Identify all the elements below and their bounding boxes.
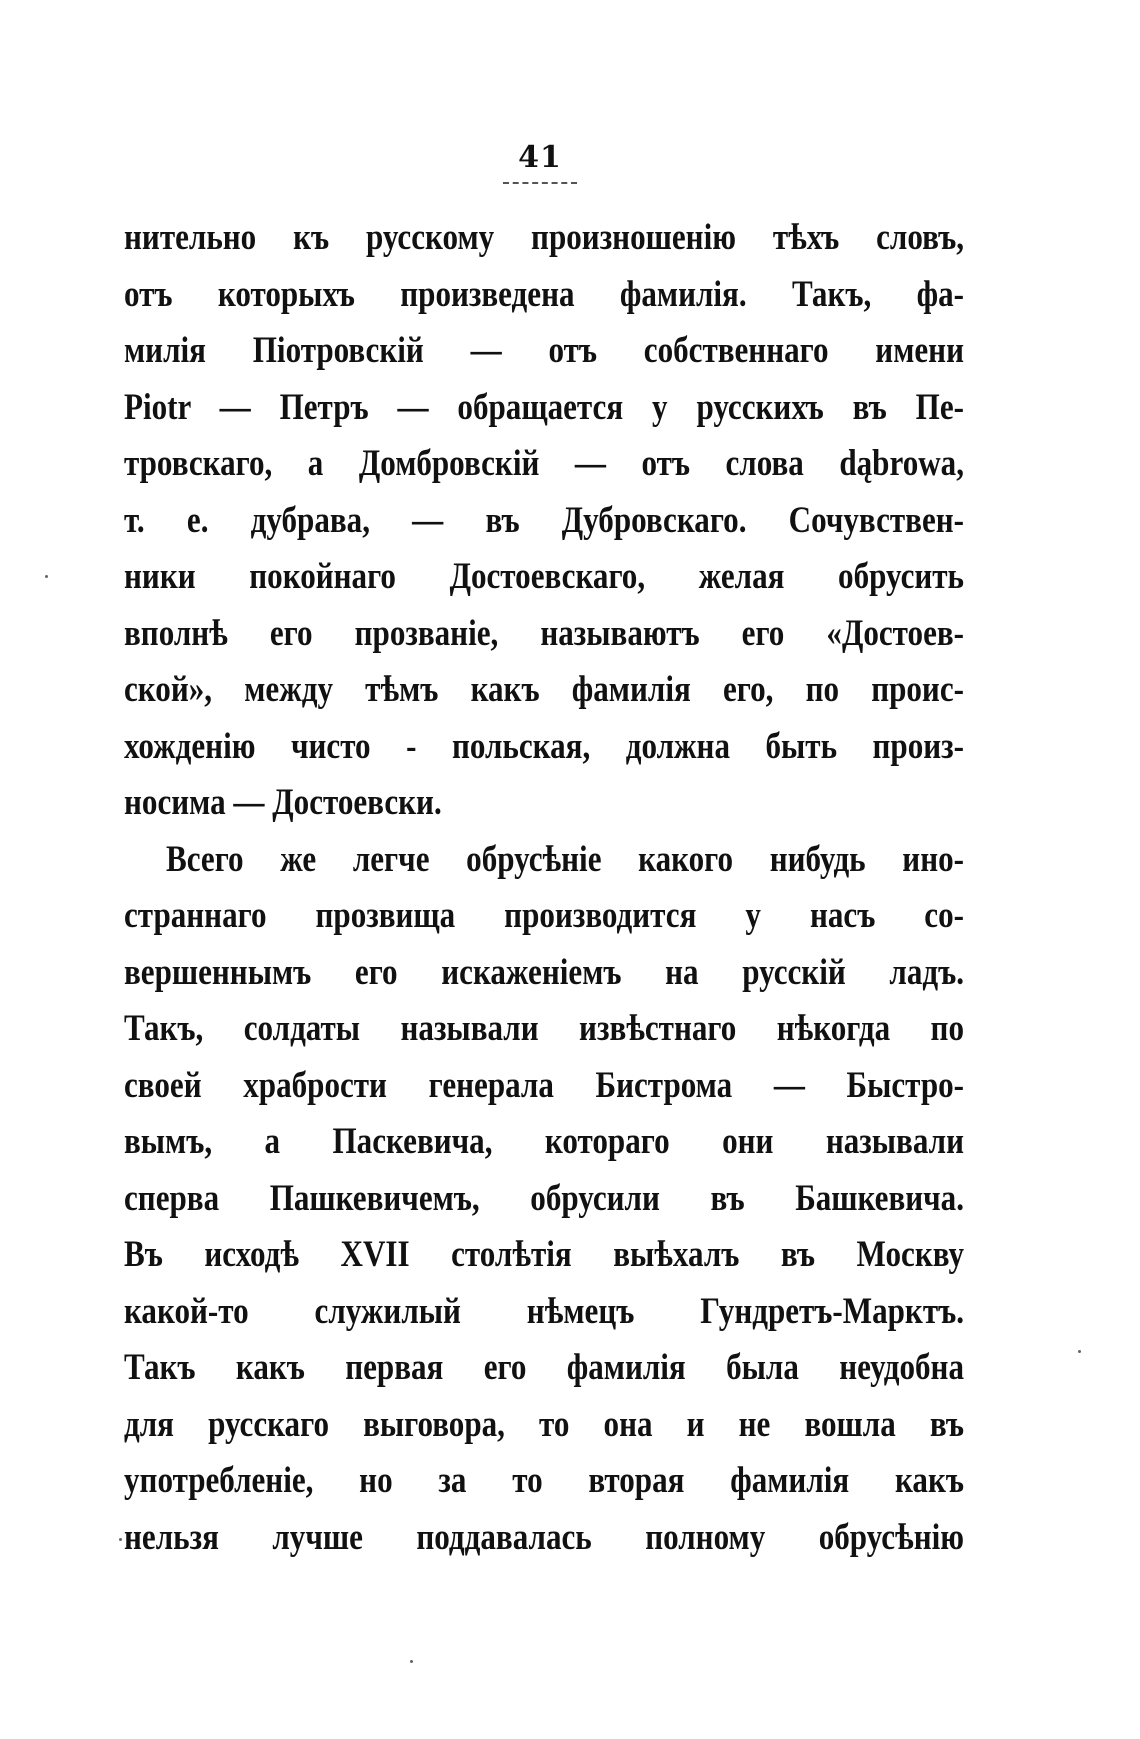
text-line: Такъ, солдаты называли извѣстнаго нѣкогда по <box>124 1008 964 1049</box>
text-line: страннаго прозвища производится у насъ со- <box>124 895 964 936</box>
text-line: носима — Достоевски. <box>124 782 442 823</box>
text-line: Такъ какъ первая его фамилія была неудобна <box>124 1347 964 1388</box>
text-line: вершеннымъ его искаженіемъ на русскій ладъ. <box>124 951 964 993</box>
paragraph-2 <box>124 832 964 1567</box>
body-text <box>124 210 964 1566</box>
text-line: какой-то служилый нѣмецъ Гундретъ-Марктъ. <box>124 1290 964 1332</box>
text-line: тровскаго, а Домбровскій — отъ слова dąbrowa, <box>124 443 964 484</box>
text-line: вполнѣ его прозваніе, называютъ его «Достоев- <box>124 612 964 654</box>
scan-speck <box>1078 1350 1081 1353</box>
text-line: ской», между тѣмъ какъ фамилія его, по проис- <box>124 669 964 710</box>
text-line: вымъ, а Паскевича, котораго они называли <box>124 1121 964 1162</box>
scan-speck <box>410 1660 413 1663</box>
text-line: Въ исходѣ XVII столѣтія выѣхалъ въ Москву <box>124 1234 964 1275</box>
text-line: милія Піотровскій — отъ собственнаго имени <box>124 330 964 371</box>
text-line: отъ которыхъ произведена фамилія. Такъ, фа- <box>124 273 964 315</box>
paragraph-1 <box>124 210 964 832</box>
text-line: нительно къ русскому произношенію тѣхъ словъ, <box>124 217 964 258</box>
text-line: ники покойнаго Достоевскаго, желая обрусить <box>124 556 964 597</box>
page-number: 41 <box>518 140 562 175</box>
text-line: нельзя лучше поддавалась полному обрусѣнію <box>124 1516 964 1558</box>
text-line: хожденію чисто - польская, должна быть произ- <box>124 725 964 767</box>
text-line: Всего же легче обрусѣніе какого нибудь ино- <box>166 838 964 880</box>
text-line: Piotr — Петръ — обращается у русскихъ въ Пе- <box>124 386 964 428</box>
text-line: сперва Пашкевичемъ, обрусили въ Башкевича. <box>124 1177 964 1219</box>
text-line: своей храбрости генерала Бистрома — Быстро- <box>124 1064 964 1106</box>
text-line: употребленіе, но за то вторая фамилія какъ <box>124 1460 964 1501</box>
text-line: т. е. дубрава, — въ Дубровскаго. Сочувствен- <box>124 499 964 541</box>
scan-speck <box>45 575 48 578</box>
text-line: для русскаго выговора, то она и не вошла въ <box>124 1403 964 1445</box>
page-number-rule <box>503 182 577 184</box>
scan-speck <box>119 1538 122 1541</box>
